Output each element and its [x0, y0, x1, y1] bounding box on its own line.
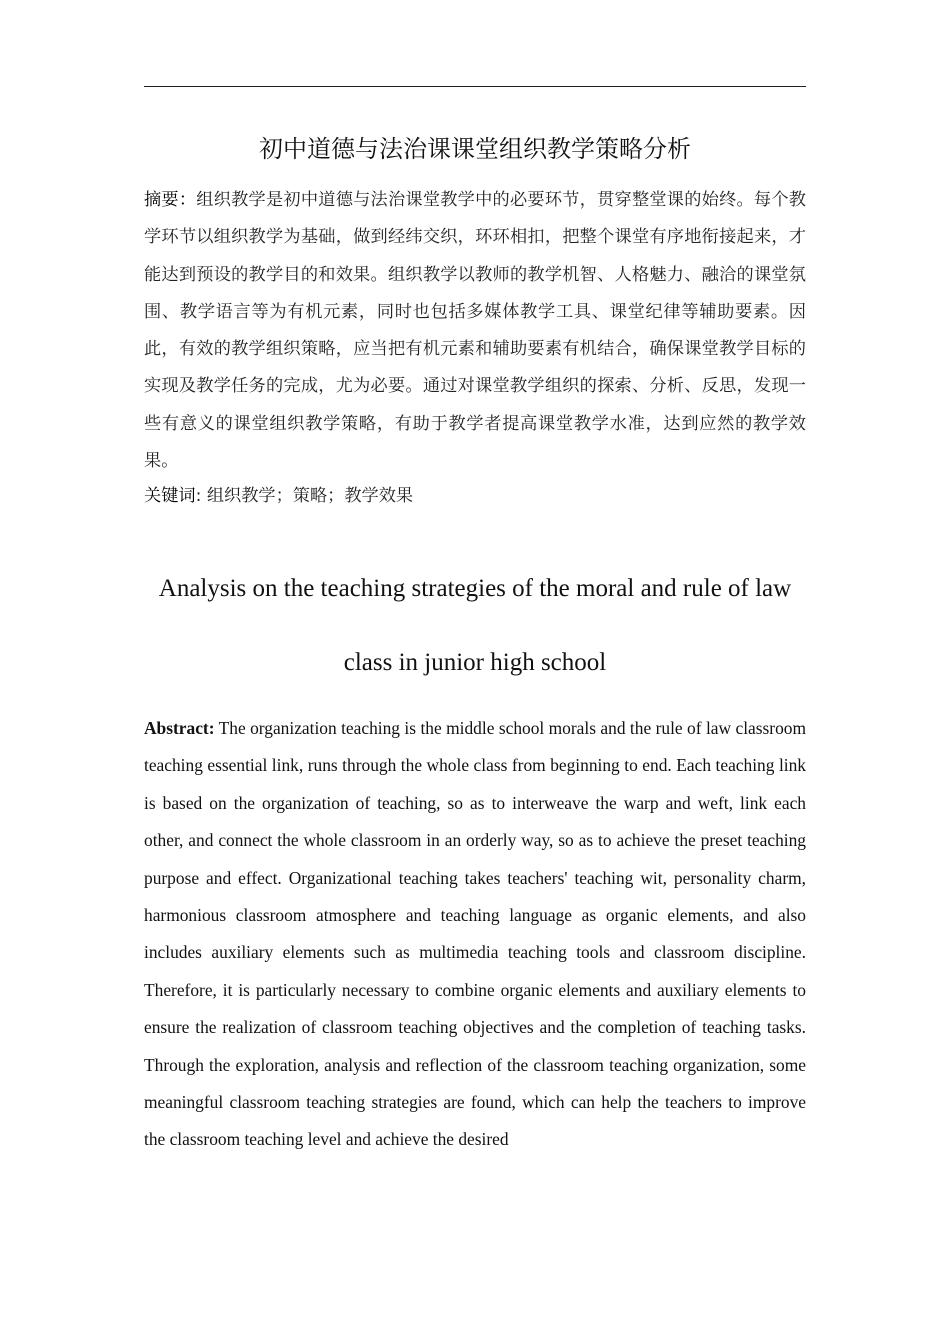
english-title-line-1: Analysis on the teaching strategies of the moral and rule of law [158, 575, 792, 602]
chinese-title: 初中道德与法治课课堂组织教学策略分析 [259, 135, 691, 163]
chinese-abstract [144, 182, 806, 480]
chinese-abstract-text: 组织教学是初中道德与法治课堂教学中的必要环节，贯穿整堂课的始终。每个教学环节以组织教学为基础，做到经纬交织，环环相扣，把整个课堂有序地衔接起来，才能达到预设的教学目的和效果。组织教学以教师的教学机智、人格魅力、融洽的课堂氛围、教学语言等为有机元素，同时也包括多媒体教学工具、课堂纪律等辅助要素。因此，有效的教学组织策略，应当把有机元素和辅助要素有机结合，确保课堂教学目标的实现及教学任务的完成，尤为必要。通过对课堂教学组织的探索、分析、反思，发现一些有意义的课堂组织教学策略，有助于教学者提高课堂教学水准，达到应然的教学效果。 [144, 190, 806, 472]
english-abstract-text: The organization teaching is the middle school morals and the rule of law classroom teaching essential link, runs through the whole class from beginning to end. Each teaching link is based on the organization of teaching, so as to interweave the warp and weft, link each other, and connect the whole classroom in an orderly way, so as to achieve the preset teaching purpose and effect. Organizational teaching takes teachers' teaching wit, personality charm, harmonious classroom atmosphere and teaching language as organic elements, and also includes auxiliary elements such as multimedia teaching tools and classroom discipline. Therefore, it is particularly necessary to combine organic elements and auxiliary elements to ensure the realization of classroom teaching objectives and the completion of teaching tasks. Through the exploration, analysis and reflection of the classroom teaching organization, some meaningful classroom teaching strategies are found, which can help the teachers to improve the classroom teaching level and achieve the desired [144, 718, 806, 1150]
chinese-abstract-label: 摘要： [144, 190, 197, 210]
english-abstract [144, 710, 806, 1159]
header-rule [144, 86, 806, 87]
chinese-keywords-label: 关键词 [144, 486, 196, 506]
english-title [120, 552, 830, 700]
chinese-keywords-text: : 组织教学；策略；教学效果 [195, 486, 414, 506]
english-abstract-label: Abstract: [144, 718, 215, 738]
english-title-line-2: class in junior high school [343, 649, 607, 676]
chinese-keywords [144, 478, 806, 515]
